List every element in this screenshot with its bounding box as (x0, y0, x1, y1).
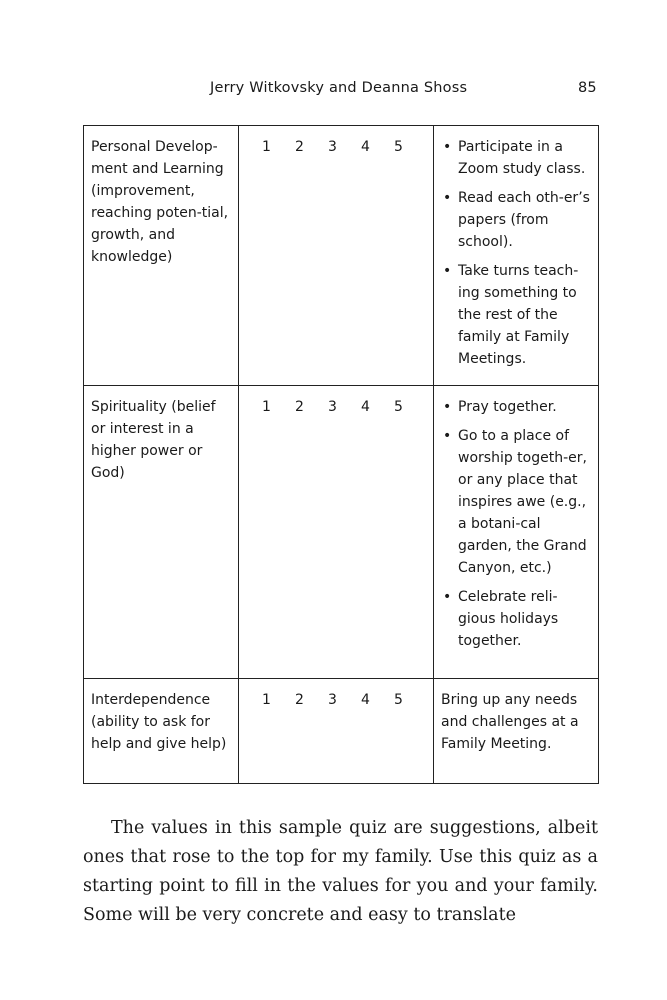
running-head (0, 80, 667, 102)
ideas-list (441, 396, 592, 652)
rating-4: 4 (361, 399, 370, 415)
rating-1: 1 (262, 139, 271, 155)
rating-scale-cell (239, 386, 434, 679)
ideas-cell: Bring up any needs and challenges at a Family Meeting. (434, 679, 599, 784)
ideas-cell (434, 386, 599, 679)
running-head-title: Jerry Witkovsky and Deanna Shoss (210, 80, 468, 96)
idea-item: • Celebrate reli-gious holidays together. (441, 586, 592, 652)
idea-item: • Go to a place of worship togeth-er, or any place that inspires awe (e.g., a botani-cal garden, the Grand Canyon, etc.) (441, 425, 592, 579)
rating-scale (246, 396, 427, 418)
rating-scale-cell (239, 126, 434, 386)
rating-1: 1 (262, 692, 271, 708)
rating-scale (246, 689, 427, 711)
rating-2: 2 (295, 692, 304, 708)
table-row (84, 126, 599, 386)
rating-scale (246, 136, 427, 158)
rating-3: 3 (328, 692, 337, 708)
rating-4: 4 (361, 692, 370, 708)
rating-5: 5 (394, 399, 403, 415)
value-cell: Interdependence (ability to ask for help and give help) (84, 679, 239, 784)
idea-item: • Read each oth-er’s papers (from school). (441, 187, 592, 253)
values-quiz-table (83, 125, 599, 784)
page-number: 85 (578, 80, 597, 96)
idea-item: • Take turns teach-ing something to the rest of the family at Family Meetings. (441, 260, 592, 370)
rating-2: 2 (295, 399, 304, 415)
table-row (84, 679, 599, 784)
ideas-cell (434, 126, 599, 386)
body-paragraph: The values in this sample quiz are suggestions, albeit ones that rose to the top for my family. Use this quiz as a starting point to fill in the values for you and your family. Some will be very concrete and easy to translate (83, 818, 598, 925)
rating-5: 5 (394, 692, 403, 708)
idea-item: • Participate in a Zoom study class. (441, 136, 592, 180)
table-row (84, 386, 599, 679)
value-cell: Personal Develop-ment and Learning (improvement, reaching poten-tial, growth, and knowledge) (84, 126, 239, 386)
rating-4: 4 (361, 139, 370, 155)
value-cell: Spirituality (belief or interest in a higher power or God) (84, 386, 239, 679)
ideas-list (441, 136, 592, 370)
rating-1: 1 (262, 399, 271, 415)
idea-item: • Pray together. (441, 396, 592, 418)
rating-scale-cell (239, 679, 434, 784)
rating-2: 2 (295, 139, 304, 155)
rating-3: 3 (328, 399, 337, 415)
rating-5: 5 (394, 139, 403, 155)
rating-3: 3 (328, 139, 337, 155)
